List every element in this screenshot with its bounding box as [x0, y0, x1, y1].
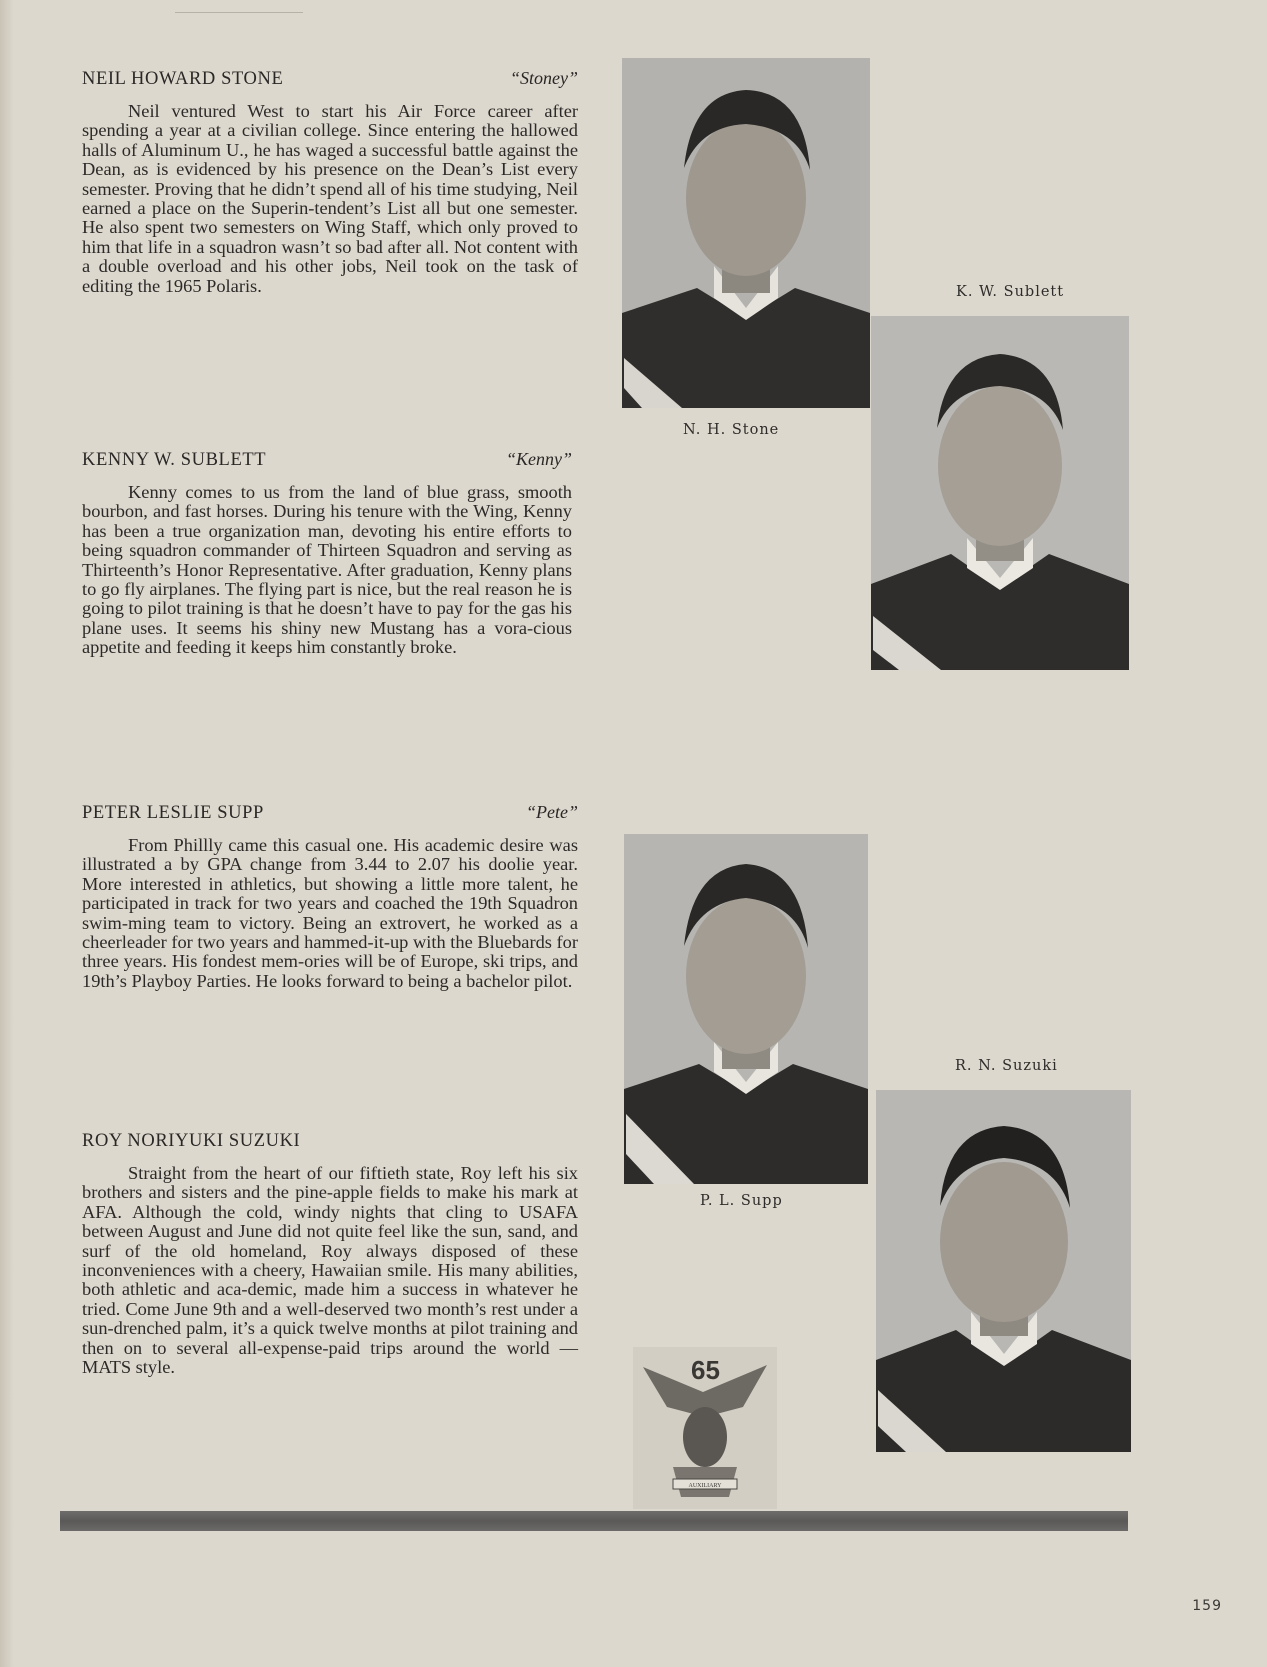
portrait-photo-stone — [622, 58, 870, 408]
bio-nickname: “Stoney” — [509, 68, 578, 88]
portrait-photo-supp — [624, 834, 868, 1184]
page-number: 159 — [1192, 1598, 1222, 1614]
bio-stone — [82, 68, 578, 296]
bio-text: From Phillly came this casual one. His academic desire was illustrated a by GPA change from 3.44 to 2.07 his doolie year. More interested in athletics, but showing a little more talent, he participated in track for two years and coached the 19th Squadron swim-ming team to victory. Being an extrovert, he worked as a cheerleader for two years and hammed-it-up with the Bluebards for three years. His fondest mem-ories will be of Europe, ski trips, and 19th’s Playboy Parties. He looks forward to being a bachelor pilot. — [82, 835, 578, 991]
caption-stone: N. H. Stone — [683, 422, 780, 438]
bio-suzuki — [82, 1131, 578, 1377]
bio-sublett — [82, 449, 572, 658]
portrait-photo-suzuki — [876, 1090, 1131, 1452]
portrait-photo-sublett — [871, 316, 1129, 670]
bio-name: ROY NORIYUKI SUZUKI — [82, 1131, 301, 1151]
crest-year: 65 — [691, 1355, 720, 1385]
bio-name: PETER LESLIE SUPP — [82, 803, 264, 823]
bottom-rule-bar — [60, 1511, 1128, 1531]
caption-suzuki: R. N. Suzuki — [955, 1058, 1058, 1074]
class-crest — [633, 1347, 777, 1509]
crest-motto: AUXILIARY — [688, 1483, 722, 1489]
bio-supp — [82, 802, 578, 991]
bio-name: KENNY W. SUBLETT — [82, 450, 267, 470]
spine-shadow — [0, 0, 14, 1667]
caption-supp: P. L. Supp — [700, 1193, 783, 1209]
bio-text: Neil ventured West to start his Air Force career after spending a year at a civilian college. Since entering the hallowed halls of Aluminum U., he has waged a successful battle against the Dean, as is evidenced by his presence on the Dean’s List every semester. Proving that he didn’t spend all of his time studying, Neil earned a place on the Superin-tendent’s List all but one semester. He also spent two semesters on Wing Staff, which only proved to him that life in a squadron wasn’t so bad after all. Not content with a double overload and his other jobs, Neil took on the task of editing the 1965 Polaris. — [82, 101, 578, 296]
bio-name: NEIL HOWARD STONE — [82, 69, 284, 89]
bio-nickname: “Pete” — [526, 802, 578, 822]
bio-text: Straight from the heart of our fiftieth state, Roy left his six brothers and sisters and the pine-apple fields to make his mark at AFA. Although the cold, windy nights that cling to USAFA between August and June did not quite feel like the sun, sand, and surf of the old homeland, Roy always disposed of these inconveniences with a cheery, Hawaiian smile. His many abilities, both athletic and aca-demic, made him a success in whatever he tried. Come June 9th and a well-deserved two month’s rest under a sun-drenched palm, it’s a quick twelve months at pilot training and then on to several all-expense-paid trips around the world — MATS style. — [82, 1163, 578, 1378]
top-rule — [175, 12, 303, 13]
caption-sublett: K. W. Sublett — [956, 284, 1065, 300]
bio-nickname: “Kenny” — [505, 449, 572, 469]
bio-text: Kenny comes to us from the land of blue grass, smooth bourbon, and fast horses. During his tenure with the Wing, Kenny has been a true organization man, devoting his entire efforts to being squadron commander of Thirteen Squadron and serving as Thirteenth’s Honor Representative. After graduation, Kenny plans to go fly airplanes. The flying part is nice, but the real reason he is going to pilot training is that he doesn’t have to pay for the gas his plane uses. It seems his shiny new Mustang has a vora-cious appetite and feeding it keeps him constantly broke. — [82, 482, 572, 658]
